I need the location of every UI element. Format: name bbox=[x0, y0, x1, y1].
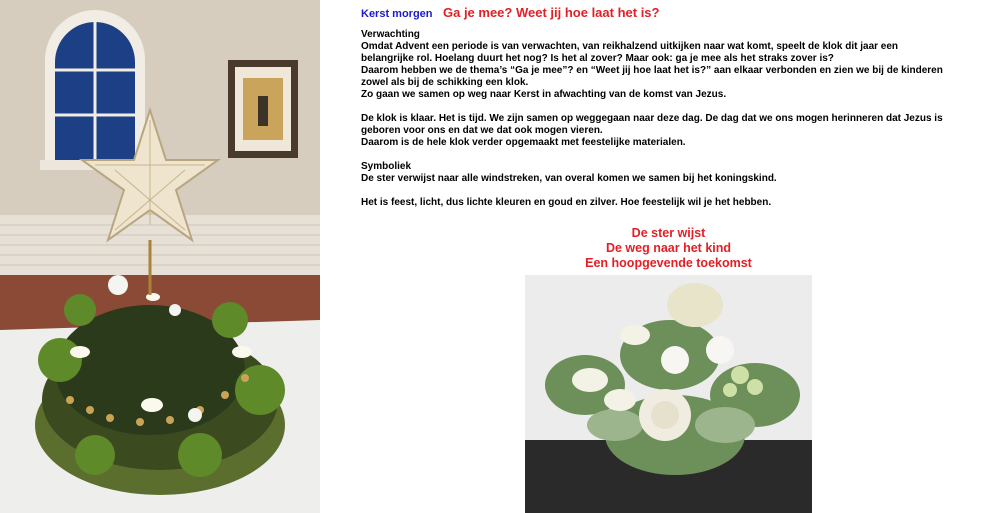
section-label-symboliek: Symboliek bbox=[361, 161, 412, 172]
text-line: Zo gaan we samen op weg naar Kerst in afwachting van de komst van Jezus. bbox=[361, 89, 727, 100]
heading-row bbox=[361, 5, 981, 22]
advent-arrangement-photo bbox=[0, 0, 320, 513]
text-line: belangrijke rol. Hoelang duurt het nog? Is het al zover? Maar ook: ga je mee als het straks zover is? bbox=[361, 53, 834, 64]
poem-line: De ster wijst bbox=[631, 226, 706, 240]
poem-block bbox=[525, 226, 812, 271]
text-line: De ster verwijst naar alle windstreken, van overal komen we samen bij het koningskind. bbox=[361, 173, 777, 184]
paragraph-klok bbox=[361, 113, 981, 149]
page-title: Ga je mee? Weet jij hoe laat het is? bbox=[442, 5, 660, 20]
text-line: Daarom is de hele klok verder opgemaakt met feestelijke materialen. bbox=[361, 137, 686, 148]
text-line: Het is feest, licht, dus lichte kleuren en goud en zilver. Hoe feestelijk wil je het hebben. bbox=[361, 197, 772, 208]
poem-line: De weg naar het kind bbox=[605, 241, 732, 255]
bouquet-image bbox=[525, 275, 812, 513]
text-line: zowel als bij de schikking een klok. bbox=[361, 77, 529, 88]
kicker-label: Kerst morgen bbox=[361, 8, 433, 20]
text-line: De klok is klaar. Het is tijd. We zijn samen op weggegaan naar deze dag. De dag dat we ons mogen herinneren dat Jezus is bbox=[361, 113, 943, 124]
content-column bbox=[361, 5, 981, 209]
text-line: Daarom hebben we de thema’s “Ga je mee”? en “Weet jij hoe laat het is?” aan elkaar verbonden en zien we bij de kinderen bbox=[361, 65, 943, 76]
paragraph-verwachting bbox=[361, 41, 981, 101]
text-line: Omdat Advent een periode is van verwachten, van reikhalzend uitkijken naar wat komt, speelt de klok dit jaar een bbox=[361, 41, 899, 52]
advent-arrangement-image bbox=[0, 0, 320, 513]
text-line: geboren voor ons en dat we dat ook mogen vieren. bbox=[361, 125, 603, 136]
paragraph-feest bbox=[361, 197, 981, 209]
bouquet-photo bbox=[525, 275, 812, 513]
section-label-verwachting: Verwachting bbox=[361, 29, 420, 40]
poem-line: Een hoopgevende toekomst bbox=[585, 256, 752, 270]
paragraph-symboliek bbox=[361, 173, 981, 185]
